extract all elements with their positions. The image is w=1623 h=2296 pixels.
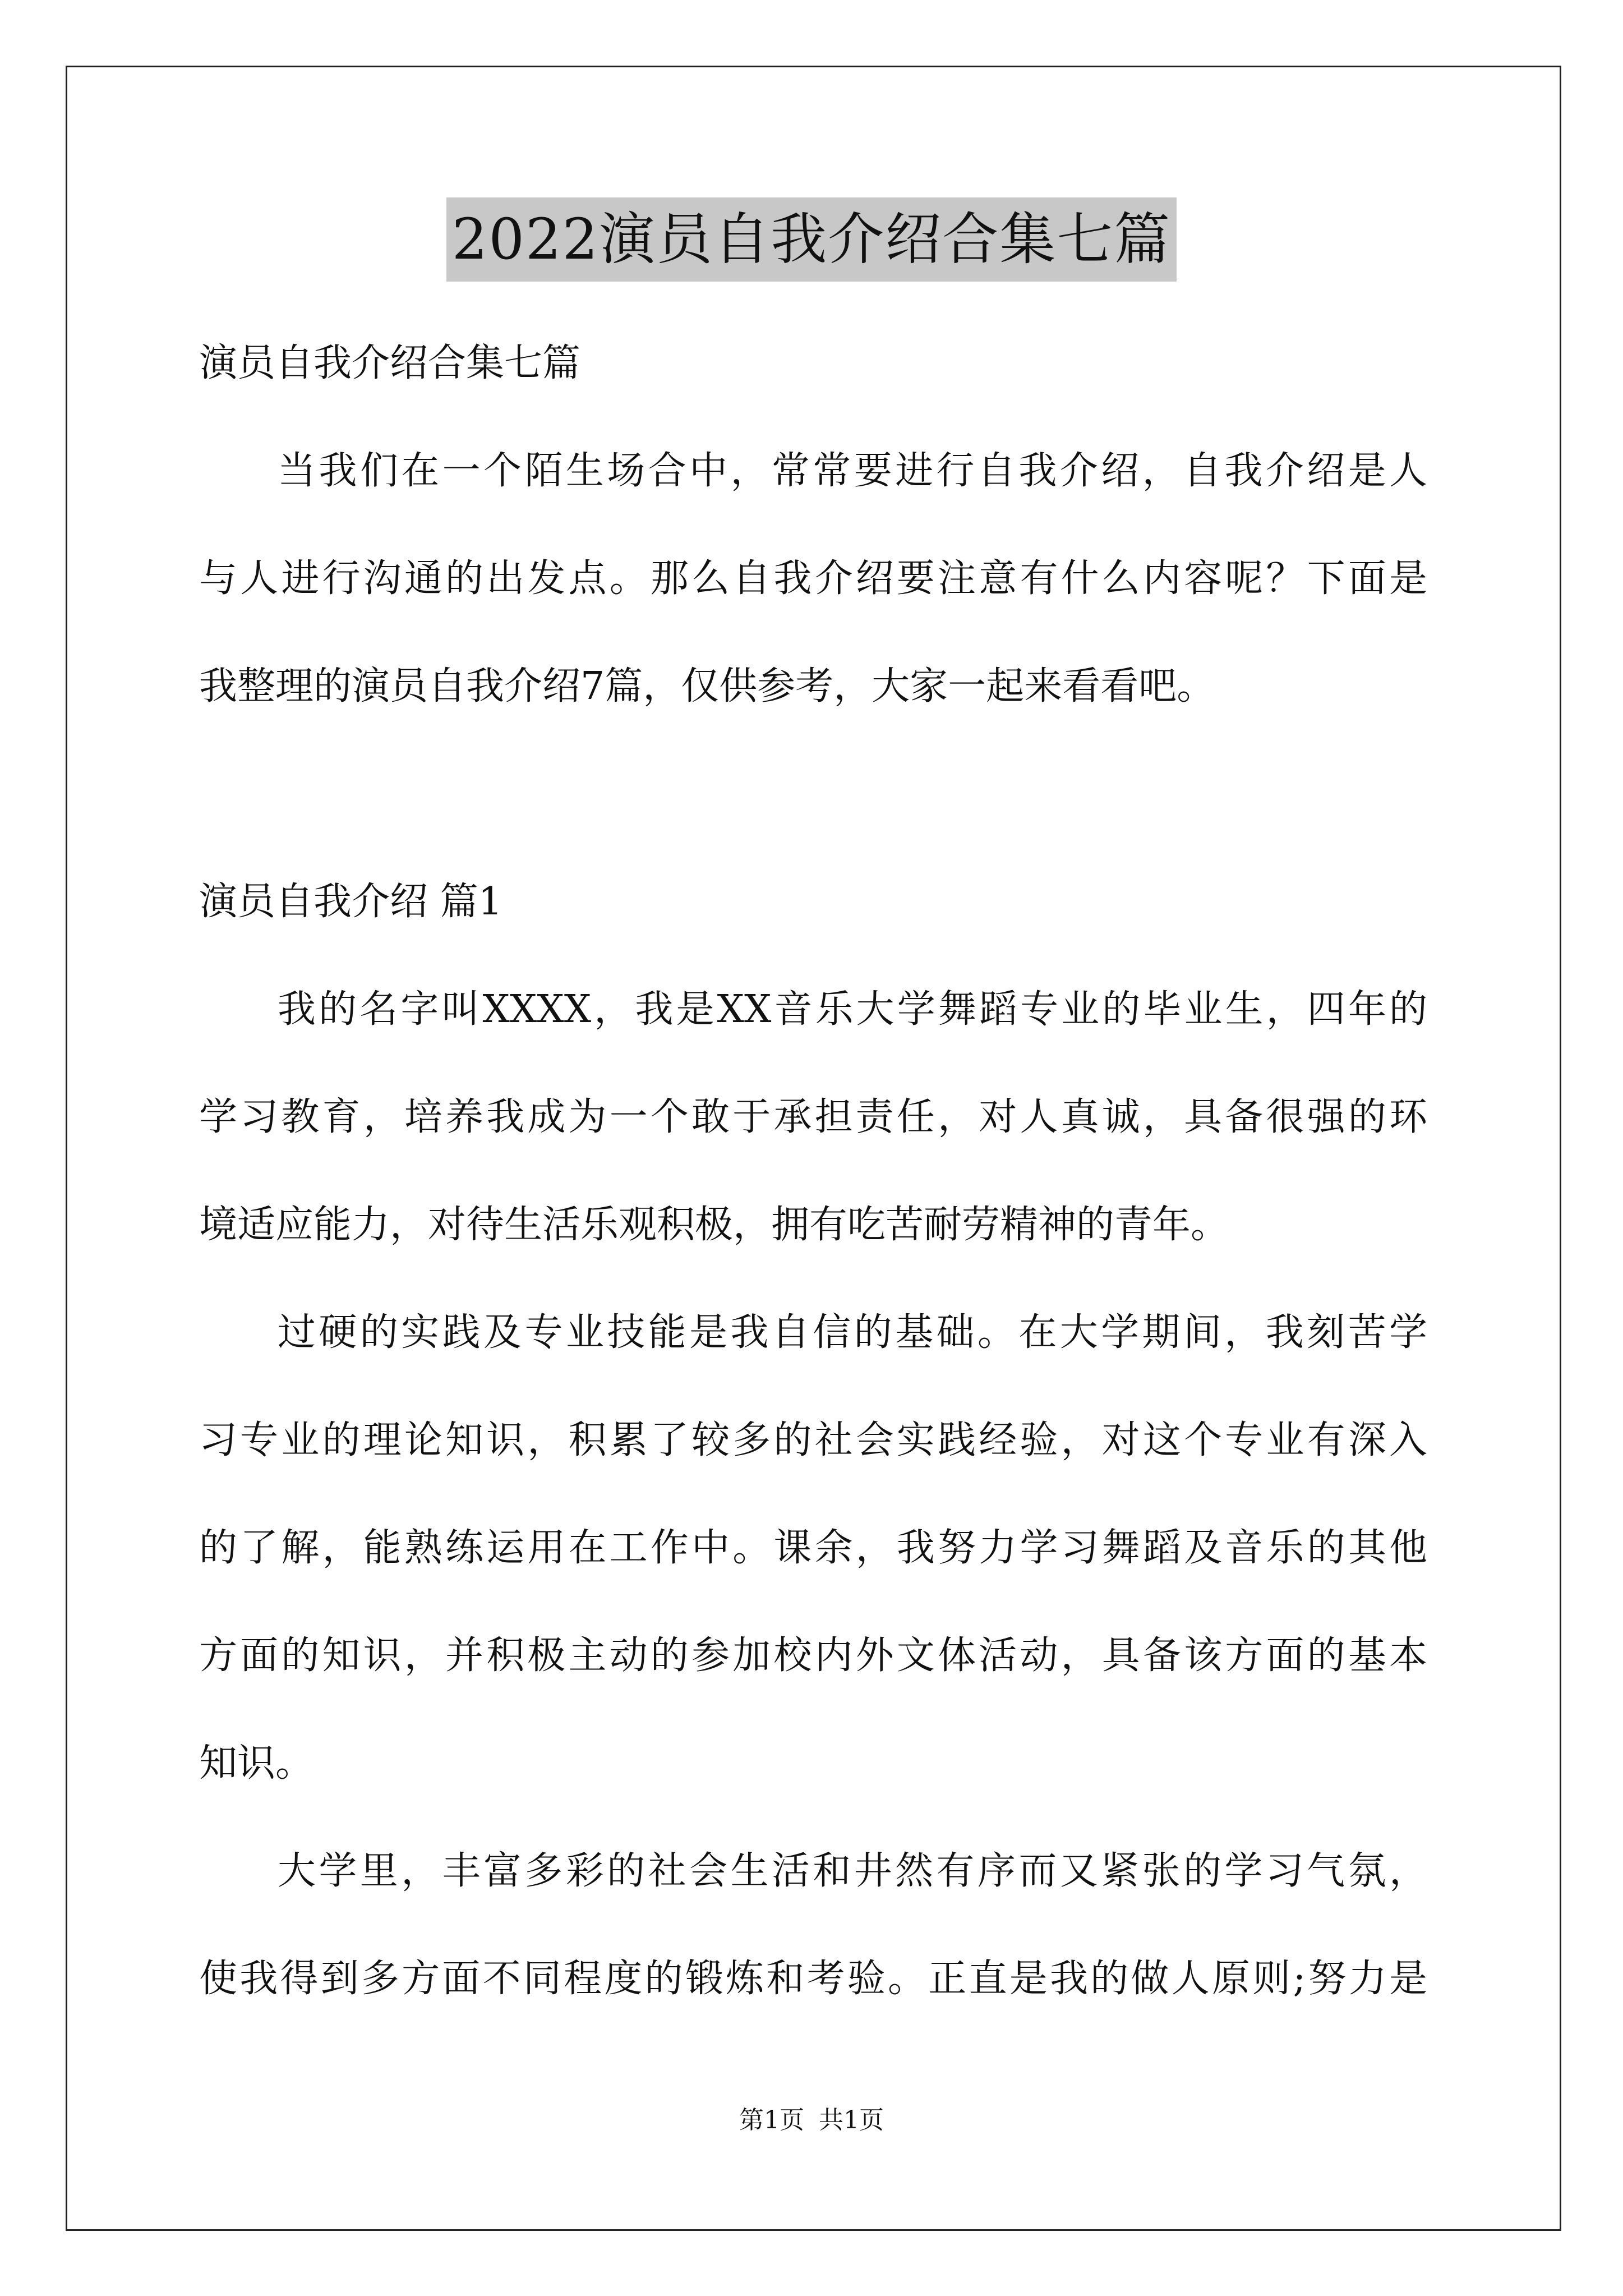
title-container <box>0 197 1623 282</box>
paragraph-line: 我的名字叫XXXX，我是XX音乐大学舞蹈专业的毕业生，四年的 <box>278 987 1427 1032</box>
paragraph-line: 学习教育，培养我成为一个敢于承担责任，对人真诚，具备很强的环 <box>199 1095 1427 1139</box>
spacer <box>199 714 1427 875</box>
spacer <box>199 929 1427 983</box>
paragraph-1 <box>199 983 1427 1252</box>
paragraph-line: 使我得到多方面不同程度的锻炼和考验。正直是我的做人原则;努力是 <box>199 1957 1427 2001</box>
spacer <box>199 390 1427 444</box>
paragraph-line: 习专业的理论知识，积累了较多的社会实践经验，对这个专业有深入 <box>199 1418 1427 1462</box>
intro-paragraph <box>199 444 1427 714</box>
paragraph-line: 过硬的实践及专业技能是我自信的基础。在大学期间，我刻苦学 <box>278 1310 1427 1355</box>
document-title: 2022演员自我介绍合集七篇 <box>446 197 1177 282</box>
paragraph-line: 大学里，丰富多彩的社会生活和井然有序而又紧张的学习气氛， <box>278 1849 1427 1893</box>
paragraph-line: 境适应能力，对待生活乐观积极，拥有吃苦耐劳精神的青年。 <box>199 1203 1229 1247</box>
spacer <box>199 1791 1427 1844</box>
document-subtitle: 演员自我介绍合集七篇 <box>199 341 581 385</box>
section-heading: 演员自我介绍 篇1 <box>199 880 502 924</box>
paragraph-line: 知识。 <box>199 1741 314 1786</box>
paragraph-3 <box>199 1844 1427 2006</box>
paragraph-2 <box>199 1306 1427 1791</box>
intro-line: 与人进行沟通的出发点。那么自我介绍要注意有什么内容呢？下面是 <box>199 556 1427 601</box>
spacer <box>199 1252 1427 1306</box>
page-number-total: 共1页 <box>819 2106 884 2134</box>
paragraph-line: 方面的知识，并积极主动的参加校内外文体活动，具备该方面的基本 <box>199 1634 1427 1678</box>
paragraph-line: 的了解，能熟练运用在工作中。课余，我努力学习舞蹈及音乐的其他 <box>199 1526 1427 1570</box>
intro-line: 当我们在一个陌生场合中，常常要进行自我介绍，自我介绍是人 <box>278 449 1427 493</box>
intro-line: 我整理的演员自我介绍7篇，仅供参考，大家一起来看看吧。 <box>199 664 1215 708</box>
page-number-current: 第1页 <box>739 2106 804 2134</box>
page-footer <box>0 2104 1623 2137</box>
document-body <box>199 337 1427 2006</box>
